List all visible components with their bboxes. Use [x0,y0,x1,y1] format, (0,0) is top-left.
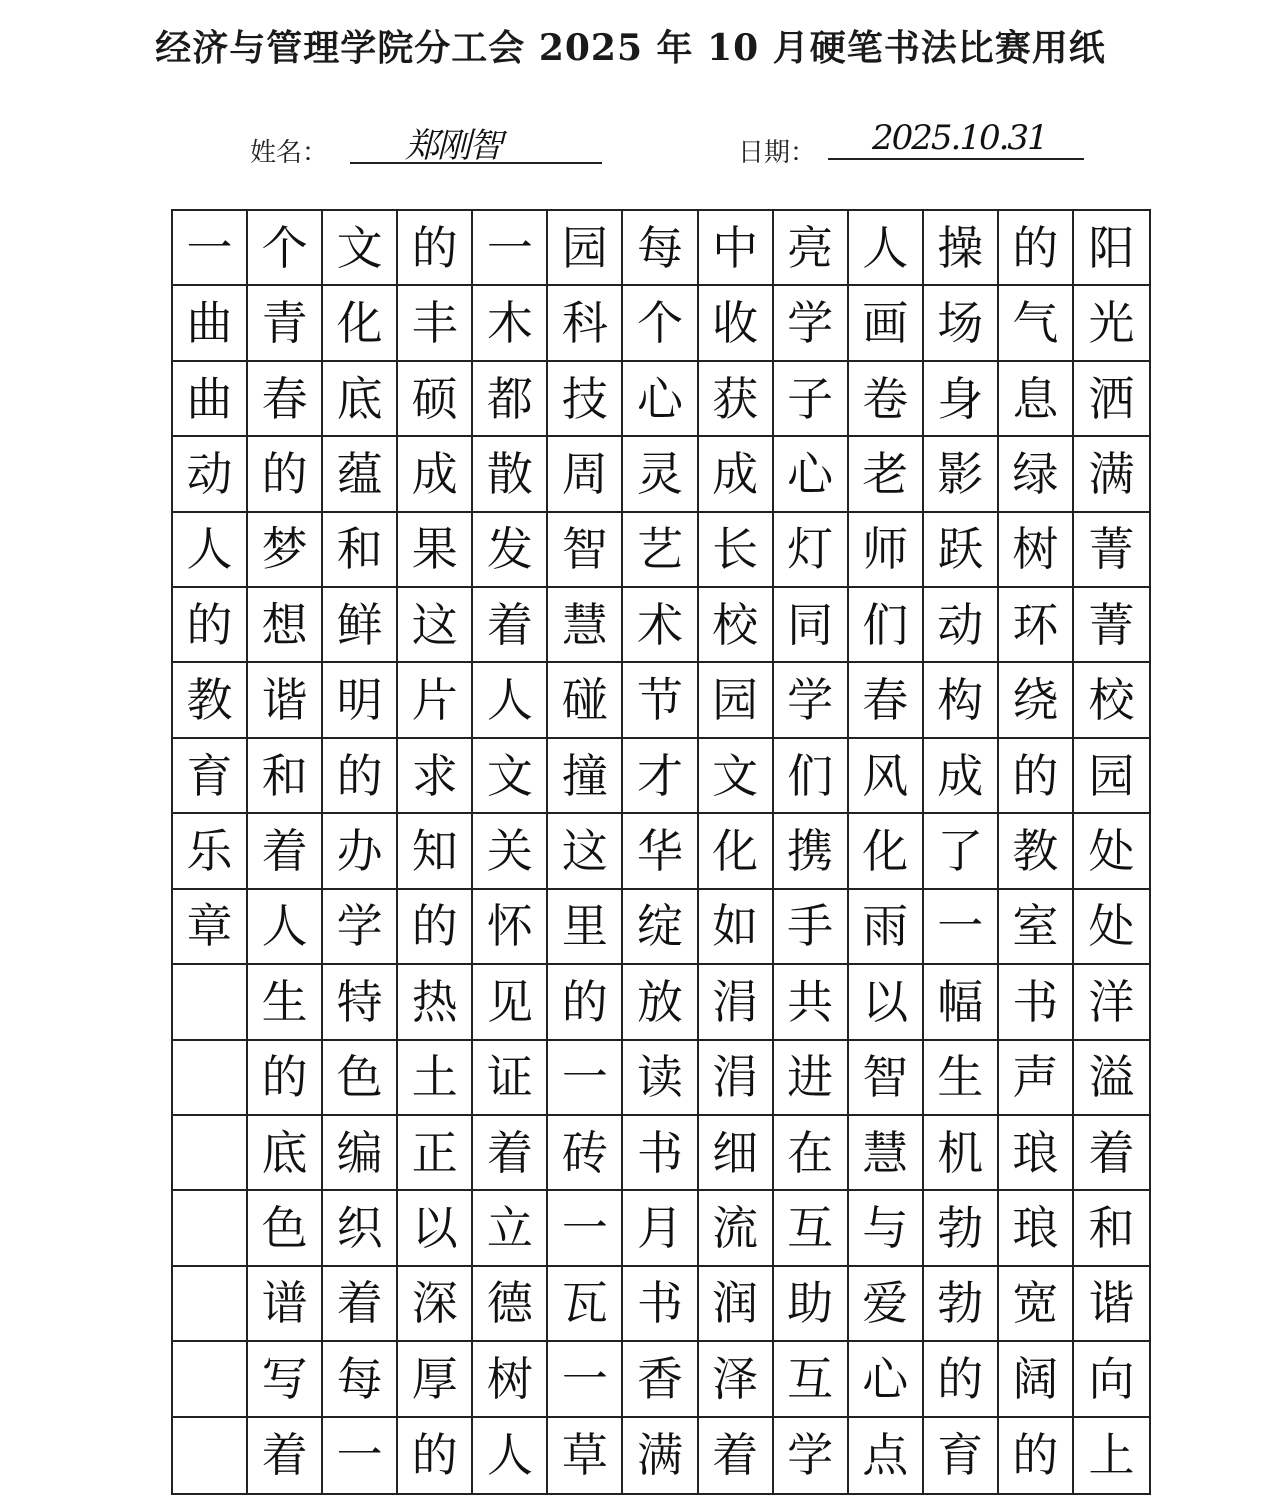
grid-cell: 互 [774,1342,849,1417]
grid-cell: 谐 [1074,1267,1149,1342]
grid-cell: 硕 [398,362,473,437]
grid-cell: 色 [323,1041,398,1116]
grid-cell: 术 [623,588,698,663]
grid-cell: 办 [323,814,398,889]
grid-cell: 编 [323,1116,398,1191]
grid-cell: 学 [774,1418,849,1493]
grid-cell: 片 [398,663,473,738]
grid-cell: 技 [548,362,623,437]
grid-cell: 雨 [849,890,924,965]
grid-cell: 树 [473,1342,548,1417]
grid-cell: 共 [774,965,849,1040]
grid-cell: 的 [173,588,248,663]
grid-cell: 才 [623,739,698,814]
grid-cell: 草 [548,1418,623,1493]
grid-cell [173,965,248,1040]
grid-cell: 教 [999,814,1074,889]
grid-cell: 这 [398,588,473,663]
grid-cell: 的 [248,437,323,512]
grid-cell: 生 [248,965,323,1040]
grid-cell: 香 [623,1342,698,1417]
grid-cell: 泽 [699,1342,774,1417]
grid-cell [173,1342,248,1417]
grid-cell: 乐 [173,814,248,889]
grid-cell: 教 [173,663,248,738]
grid-cell: 的 [398,211,473,286]
grid-cell: 的 [999,1418,1074,1493]
grid-cell: 梦 [248,513,323,588]
grid-cell: 个 [623,286,698,361]
grid-cell: 涓 [699,965,774,1040]
grid-cell: 丰 [398,286,473,361]
grid-cell: 色 [248,1191,323,1266]
grid-cell: 卷 [849,362,924,437]
grid-cell: 和 [248,739,323,814]
grid-cell: 每 [323,1342,398,1417]
grid-cell: 构 [924,663,999,738]
grid-cell: 园 [699,663,774,738]
grid-cell: 进 [774,1041,849,1116]
grid-cell: 明 [323,663,398,738]
grid-cell: 人 [473,663,548,738]
grid-cell: 跃 [924,513,999,588]
grid-cell: 爱 [849,1267,924,1342]
grid-cell: 求 [398,739,473,814]
grid-cell: 人 [473,1418,548,1493]
grid-cell: 发 [473,513,548,588]
grid-cell: 影 [924,437,999,512]
grid-cell: 园 [548,211,623,286]
grid-cell: 场 [924,286,999,361]
grid-cell: 息 [999,362,1074,437]
grid-cell: 每 [623,211,698,286]
date-underline [828,158,1084,160]
grid-cell: 树 [999,513,1074,588]
grid-cell: 中 [699,211,774,286]
grid-cell: 着 [248,814,323,889]
grid-cell [173,1267,248,1342]
grid-cell: 特 [323,965,398,1040]
grid-cell: 见 [473,965,548,1040]
grid-cell: 正 [398,1116,473,1191]
grid-cell: 人 [248,890,323,965]
name-signature: 郑刚智 [405,126,501,166]
grid-cell: 瓦 [548,1267,623,1342]
grid-cell: 化 [699,814,774,889]
grid-cell: 关 [473,814,548,889]
grid-cell: 灵 [623,437,698,512]
grid-cell: 青 [248,286,323,361]
grid-cell: 化 [323,286,398,361]
grid-cell: 文 [323,211,398,286]
grid-cell: 想 [248,588,323,663]
grid-cell: 宽 [999,1267,1074,1342]
grid-cell: 一 [548,1191,623,1266]
grid-cell: 向 [1074,1342,1149,1417]
grid-cell: 鲜 [323,588,398,663]
grid-cell: 的 [248,1041,323,1116]
grid-cell: 身 [924,362,999,437]
grid-cell: 着 [699,1418,774,1493]
grid-cell: 助 [774,1267,849,1342]
grid-cell [173,1418,248,1493]
grid-cell: 春 [849,663,924,738]
grid-cell: 携 [774,814,849,889]
grid-cell: 蕴 [323,437,398,512]
grid-cell: 手 [774,890,849,965]
grid-cell: 的 [548,965,623,1040]
grid-cell: 了 [924,814,999,889]
grid-cell: 琅 [999,1116,1074,1191]
grid-cell: 师 [849,513,924,588]
grid-cell: 厚 [398,1342,473,1417]
grid-cell: 涓 [699,1041,774,1116]
grid-cell: 满 [623,1418,698,1493]
grid-cell: 同 [774,588,849,663]
grid-cell: 谐 [248,663,323,738]
grid-cell: 文 [699,739,774,814]
grid-cell: 学 [774,663,849,738]
grid-cell: 校 [1074,663,1149,738]
grid-cell: 幅 [924,965,999,1040]
grid-cell: 满 [1074,437,1149,512]
grid-cell: 润 [699,1267,774,1342]
grid-cell: 与 [849,1191,924,1266]
grid-cell: 成 [398,437,473,512]
grid-cell: 慧 [548,588,623,663]
grid-cell: 撞 [548,739,623,814]
grid-cell: 底 [323,362,398,437]
grid-cell: 果 [398,513,473,588]
grid-cell: 育 [924,1418,999,1493]
grid-cell: 碰 [548,663,623,738]
grid-cell: 室 [999,890,1074,965]
grid-cell: 着 [248,1418,323,1493]
grid-cell: 们 [774,739,849,814]
grid-cell: 琅 [999,1191,1074,1266]
grid-cell: 德 [473,1267,548,1342]
grid-cell: 互 [774,1191,849,1266]
grid-cell: 菁 [1074,588,1149,663]
grid-cell: 底 [248,1116,323,1191]
grid-cell: 的 [323,739,398,814]
grid-cell: 的 [398,1418,473,1493]
grid-cell: 节 [623,663,698,738]
grid-cell: 土 [398,1041,473,1116]
grid-cell: 动 [924,588,999,663]
grid-cell: 心 [849,1342,924,1417]
grid-cell: 着 [1074,1116,1149,1191]
grid-cell: 绕 [999,663,1074,738]
grid-cell: 如 [699,890,774,965]
grid-cell: 以 [849,965,924,1040]
date-label: 日期： [738,138,817,168]
grid-cell: 砖 [548,1116,623,1191]
grid-cell: 老 [849,437,924,512]
grid-cell [173,1041,248,1116]
grid-cell: 的 [999,739,1074,814]
grid-cell: 曲 [173,286,248,361]
grid-cell: 生 [924,1041,999,1116]
grid-cell: 着 [473,1116,548,1191]
grid-cell: 成 [699,437,774,512]
grid-cell: 一 [548,1342,623,1417]
grid-cell: 木 [473,286,548,361]
grid-cell: 书 [623,1116,698,1191]
grid-cell: 化 [849,814,924,889]
grid-cell: 洒 [1074,362,1149,437]
grid-cell: 书 [623,1267,698,1342]
grid-cell: 人 [849,211,924,286]
grid-cell: 智 [849,1041,924,1116]
page-title: 经济与管理学院分工会 2025 年 10 月硬笔书法比赛用纸 [155,27,1106,69]
grid-cell: 画 [849,286,924,361]
grid-cell: 谱 [248,1267,323,1342]
grid-cell: 阳 [1074,211,1149,286]
grid-cell: 灯 [774,513,849,588]
grid-cell: 春 [248,362,323,437]
grid-cell: 放 [623,965,698,1040]
grid-cell: 流 [699,1191,774,1266]
grid-cell: 菁 [1074,513,1149,588]
grid-cell: 一 [924,890,999,965]
grid-cell: 长 [699,513,774,588]
grid-cell: 和 [1074,1191,1149,1266]
writing-grid [171,209,1151,1495]
grid-cell: 科 [548,286,623,361]
grid-cell: 上 [1088,1428,1135,1483]
grid-cell: 成 [924,739,999,814]
grid-cell: 子 [774,362,849,437]
grid-cell: 个 [248,211,323,286]
grid-cell: 热 [398,965,473,1040]
grid-cell: 溢 [1074,1041,1149,1116]
grid-cell: 光 [1074,286,1149,361]
grid-cell: 周 [548,437,623,512]
grid-cell: 月 [623,1191,698,1266]
grid-cell: 处 [1074,890,1149,965]
grid-cell: 园 [1074,739,1149,814]
grid-cell: 的 [999,211,1074,286]
grid-cell: 绿 [999,437,1074,512]
grid-cell: 慧 [849,1116,924,1191]
grid-cell [173,1191,248,1266]
grid-cell: 操 [924,211,999,286]
grid-cell: 学 [323,890,398,965]
grid-cell: 曲 [173,362,248,437]
grid-cell: 勃 [924,1191,999,1266]
grid-cell: 一 [548,1041,623,1116]
grid-cell: 一 [173,211,248,286]
grid-cell: 阔 [999,1342,1074,1417]
grid-cell: 获 [699,362,774,437]
grid-cell: 气 [999,286,1074,361]
grid-cell: 洋 [1074,965,1149,1040]
grid-cell: 章 [173,890,248,965]
grid-cell: 这 [548,814,623,889]
grid-cell: 里 [548,890,623,965]
grid-cell: 智 [548,513,623,588]
grid-cell: 华 [623,814,698,889]
grid-cell: 收 [699,286,774,361]
grid-cell: 的 [924,1342,999,1417]
grid-cell: 育 [173,739,248,814]
grid-cell: 立 [473,1191,548,1266]
grid-cell: 亮 [774,211,849,286]
grid-cell: 的 [398,890,473,965]
grid-cell: 一 [473,211,548,286]
grid-cell: 书 [999,965,1074,1040]
grid-cell: 着 [473,588,548,663]
grid-cell: 心 [623,362,698,437]
grid-cell: 们 [849,588,924,663]
grid-cell: 声 [999,1041,1074,1116]
grid-cell: 绽 [623,890,698,965]
grid-cell: 动 [173,437,248,512]
grid-cell: 知 [398,814,473,889]
grid-cell: 细 [699,1116,774,1191]
grid-cell: 读 [623,1041,698,1116]
grid-cell: 证 [473,1041,548,1116]
grid-cell: 勃 [924,1267,999,1342]
grid-cell: 校 [699,588,774,663]
grid-cell: 散 [473,437,548,512]
grid-cell: 文 [473,739,548,814]
grid-cell: 织 [323,1191,398,1266]
name-label: 姓名： [250,138,329,168]
grid-cell: 写 [248,1342,323,1417]
grid-cell: 艺 [623,513,698,588]
grid-cell: 以 [398,1191,473,1266]
grid-cell: 人 [173,513,248,588]
grid-cell: 深 [398,1267,473,1342]
grid-cell: 风 [849,739,924,814]
grid-cell: 点 [849,1418,924,1493]
grid-cell: 都 [473,362,548,437]
grid-cell: 在 [774,1116,849,1191]
grid-cell: 心 [774,437,849,512]
grid-cell: 机 [924,1116,999,1191]
grid-cell: 学 [774,286,849,361]
grid-cell: 和 [323,513,398,588]
grid-cell: 环 [999,588,1074,663]
grid-cell: 一 [323,1418,398,1493]
grid-cell: 怀 [473,890,548,965]
date-handwritten: 2025.10.31 [872,118,1047,158]
grid-cell [173,1116,248,1191]
grid-cell: 处 [1074,814,1149,889]
grid-cell: 着 [323,1267,398,1342]
